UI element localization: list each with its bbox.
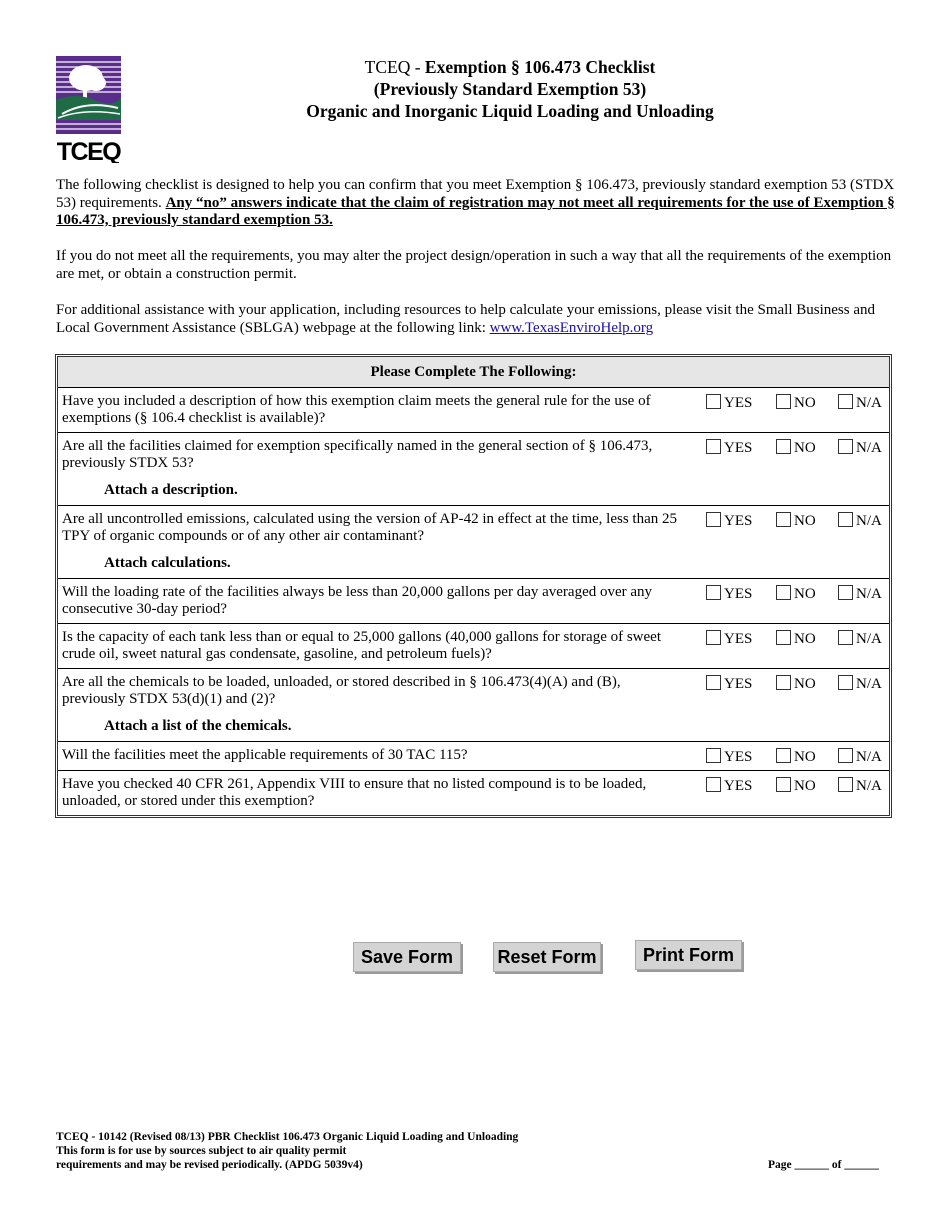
intro-paragraph-1 — [56, 177, 896, 230]
attach-instruction: Attach a description. — [104, 482, 238, 498]
no-label: NO — [794, 513, 816, 529]
checklist-row — [58, 388, 889, 433]
no-checkbox[interactable] — [776, 394, 791, 409]
title-subtitle: (Previously Standard Exemption 53) — [373, 79, 647, 99]
yes-label: YES — [724, 586, 753, 602]
yes-checkbox[interactable] — [706, 748, 721, 763]
page-number: Page ______ of ______ — [768, 1159, 879, 1171]
na-checkbox[interactable] — [838, 512, 853, 527]
na-checkbox[interactable] — [838, 394, 853, 409]
question-text: Are all the facilities claimed for exemption specifically named in the general section of § 106.473, previously STDX 53? — [62, 438, 653, 471]
yes-label: YES — [724, 749, 753, 765]
attach-instruction: Attach calculations. — [104, 555, 231, 571]
yes-checkbox[interactable] — [706, 630, 721, 645]
no-label: NO — [794, 749, 816, 765]
checklist-row — [58, 506, 889, 579]
yes-checkbox[interactable] — [706, 675, 721, 690]
checklist-table — [55, 354, 892, 818]
na-option — [838, 439, 882, 457]
footer — [56, 1130, 616, 1172]
intro-paragraph-3 — [56, 302, 896, 337]
na-label: N/A — [856, 676, 882, 692]
yes-label: YES — [724, 631, 753, 647]
reset-form-button[interactable]: Reset Form — [493, 942, 601, 972]
checklist-row — [58, 579, 889, 624]
intro-text: The following checklist is designed to help you can confirm that you meet Exemption § 106.473, previously standard exemption 53 (STDX 53) requirements. — [56, 177, 895, 211]
question-text: Will the loading rate of the facilities always be less than 20,000 gallons per day averaged over any consecutive 30-day period? — [62, 584, 653, 617]
no-checkbox[interactable] — [776, 439, 791, 454]
intro-warning: Any “no” answers indicate that the claim of registration may not meet all requirements for the use of Exemption § 106.473, previously standard exemption 53. — [56, 194, 895, 228]
yes-option — [706, 777, 752, 795]
no-option — [776, 748, 816, 766]
checklist-row — [58, 669, 889, 742]
yes-checkbox[interactable] — [706, 585, 721, 600]
page-title — [200, 56, 820, 122]
tceq-logo — [56, 56, 121, 163]
yes-option — [706, 439, 752, 457]
question-text: Is the capacity of each tank less than or equal to 25,000 gallons (40,000 gallons for storage of sweet crude oil, sweet natural gas condensate, gasoline, and petroleum fuels)? — [62, 629, 661, 662]
na-checkbox[interactable] — [838, 748, 853, 763]
question-text: Have you checked 40 CFR 261, Appendix VIII to ensure that no listed compound is to be loaded, unloaded, or stored under this exemption? — [62, 776, 647, 809]
yes-checkbox[interactable] — [706, 512, 721, 527]
yes-label: YES — [724, 778, 753, 794]
no-option — [776, 630, 816, 648]
checklist-row — [58, 771, 889, 815]
footer-note-2: requirements and may be revised periodically. (APDG 5039v4) — [56, 1159, 363, 1171]
assistance-text: For additional assistance with your application, including resources to help calculate your emissions, please visit the Small Business and Local Government Assistance (SBLGA) webpage at the following link: — [56, 302, 876, 336]
no-option — [776, 585, 816, 603]
save-form-button[interactable]: Save Form — [353, 942, 461, 972]
yes-checkbox[interactable] — [706, 439, 721, 454]
question-text: Have you included a description of how this exemption claim meets the general rule for the use of exemptions (§ 106.4 checklist is available)? — [62, 393, 651, 426]
no-label: NO — [794, 778, 816, 794]
no-checkbox[interactable] — [776, 748, 791, 763]
na-option — [838, 394, 882, 412]
title-prefix: TCEQ - — [364, 57, 425, 77]
no-label: NO — [794, 395, 816, 411]
yes-label: YES — [724, 513, 753, 529]
na-option — [838, 748, 882, 766]
yes-option — [706, 512, 752, 530]
yes-option — [706, 675, 752, 693]
no-checkbox[interactable] — [776, 512, 791, 527]
print-form-button[interactable]: Print Form — [635, 940, 742, 970]
na-option — [838, 512, 882, 530]
checklist-row — [58, 742, 889, 771]
question-text: Are all uncontrolled emissions, calculated using the version of AP-42 in effect at the time, less than 25 TPY of organic compounds or of any other air contaminant? — [62, 511, 677, 544]
na-option — [838, 630, 882, 648]
no-checkbox[interactable] — [776, 777, 791, 792]
logo-text: TCEQ — [56, 138, 121, 163]
no-checkbox[interactable] — [776, 630, 791, 645]
no-checkbox[interactable] — [776, 585, 791, 600]
title-main: Exemption § 106.473 Checklist — [424, 57, 656, 77]
na-label: N/A — [856, 749, 882, 765]
footer-form-id: TCEQ - 10142 (Revised 08/13) PBR Checklist 106.473 Organic Liquid Loading and Unloading — [56, 1131, 519, 1143]
yes-option — [706, 585, 752, 603]
na-checkbox[interactable] — [838, 439, 853, 454]
no-option — [776, 675, 816, 693]
checklist-row — [58, 624, 889, 669]
na-label: N/A — [856, 586, 882, 602]
checklist-rows — [58, 388, 889, 815]
no-checkbox[interactable] — [776, 675, 791, 690]
na-checkbox[interactable] — [838, 585, 853, 600]
na-option — [838, 777, 882, 795]
na-label: N/A — [856, 513, 882, 529]
yes-label: YES — [724, 395, 753, 411]
na-checkbox[interactable] — [838, 777, 853, 792]
attach-instruction: Attach a list of the chemicals. — [104, 718, 292, 734]
sblga-link[interactable]: www.TexasEnviroHelp.org — [489, 319, 654, 336]
na-label: N/A — [856, 778, 882, 794]
yes-option — [706, 630, 752, 648]
checklist-row — [58, 433, 889, 506]
no-label: NO — [794, 440, 816, 456]
na-checkbox[interactable] — [838, 675, 853, 690]
question-text: Will the facilities meet the applicable requirements of 30 TAC 115? — [62, 747, 468, 763]
yes-label: YES — [724, 676, 753, 692]
yes-option — [706, 394, 752, 412]
yes-checkbox[interactable] — [706, 777, 721, 792]
title-topic: Organic and Inorganic Liquid Loading and Unloading — [306, 101, 714, 121]
no-option — [776, 777, 816, 795]
yes-checkbox[interactable] — [706, 394, 721, 409]
na-label: N/A — [856, 440, 882, 456]
na-label: N/A — [856, 631, 882, 647]
yes-label: YES — [724, 440, 753, 456]
na-checkbox[interactable] — [838, 630, 853, 645]
na-option — [838, 675, 882, 693]
no-label: NO — [794, 676, 816, 692]
intro-paragraph-2: If you do not meet all the requirements, you may alter the project design/operation in such a way that all the requirements of the exemption are met, or obtain a construction permit. — [56, 248, 892, 282]
no-option — [776, 394, 816, 412]
na-label: N/A — [856, 395, 882, 411]
no-option — [776, 439, 816, 457]
checklist-heading: Please Complete The Following: — [58, 357, 889, 388]
no-option — [776, 512, 816, 530]
na-option — [838, 585, 882, 603]
no-label: NO — [794, 631, 816, 647]
yes-option — [706, 748, 752, 766]
question-text: Are all the chemicals to be loaded, unloaded, or stored described in § 106.473(4)(A) and (B), previously STDX 53(d)(1) and (2)? — [62, 674, 621, 707]
no-label: NO — [794, 586, 816, 602]
footer-note-1: This form is for use by sources subject to air quality permit — [56, 1145, 347, 1157]
